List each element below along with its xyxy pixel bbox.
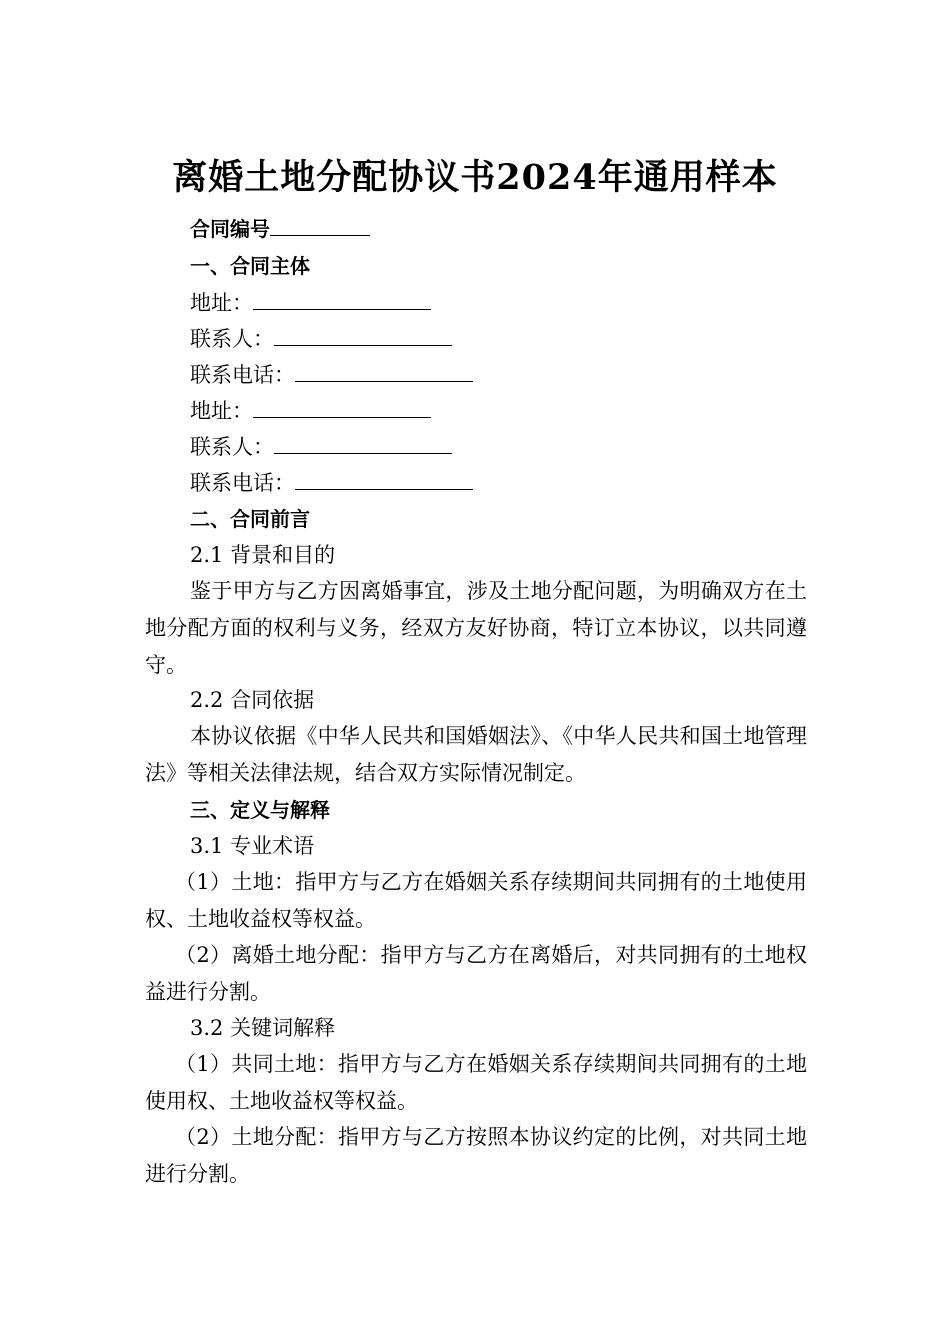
paragraph-background: 鉴于甲方与乙方因离婚事宜，涉及土地分配问题，为明确双方在土地分配方面的权利与义务，经双方友好协商，特订立本协议，以共同遵守。: [145, 579, 807, 677]
definition-item: （2）离婚土地分配：指甲方与乙方在离婚后，对共同拥有的土地权益进行分割。: [145, 943, 807, 1004]
contract-number-label: 合同编号: [190, 217, 270, 241]
party-a-phone-row: [190, 357, 807, 394]
definition-item: （2）土地分配：指甲方与乙方按照本协议约定的比例，对共同土地进行分割。: [145, 1125, 807, 1186]
paragraph-basis: 本协议依据《中华人民共和国婚姻法》、《中华人民共和国土地管理法》等相关法律法规，结合双方实际情况制定。: [145, 724, 807, 785]
field-label: 地址：: [190, 399, 253, 423]
section-1-heading: 一、合同主体: [190, 254, 310, 278]
phone-blank[interactable]: [295, 467, 473, 490]
section-3-heading: 三、定义与解释: [190, 798, 330, 822]
subsection-3-2: 3.2 关键词解释: [190, 1016, 336, 1040]
field-label: 联系电话：: [190, 363, 295, 387]
section-2-heading: 二、合同前言: [190, 507, 310, 531]
field-label: 联系人：: [190, 435, 274, 459]
subsection-3-1: 3.1 专业术语: [190, 834, 315, 858]
subsection-2-2: 2.2 合同依据: [190, 688, 315, 712]
party-b-contact-row: [190, 429, 807, 466]
contact-blank[interactable]: [274, 431, 452, 454]
field-label: 联系人：: [190, 327, 274, 351]
field-label: 地址：: [190, 291, 253, 315]
contract-number-line: [190, 211, 807, 248]
party-a-contact-row: [190, 321, 807, 358]
address-blank[interactable]: [253, 395, 431, 418]
document-title: 离婚土地分配协议书2024年通用样本: [172, 157, 778, 198]
subsection-2-1: 2.1 背景和目的: [190, 543, 336, 567]
party-b-address-row: [190, 393, 807, 430]
party-a-address-row: [190, 285, 807, 322]
definition-item: （1）共同土地：指甲方与乙方在婚姻关系存续期间共同拥有的土地使用权、土地收益权等权益。: [145, 1052, 807, 1113]
party-b-phone-row: [190, 465, 807, 502]
contract-number-blank[interactable]: [270, 213, 370, 236]
field-label: 联系电话：: [190, 471, 295, 495]
address-blank[interactable]: [253, 287, 431, 310]
phone-blank[interactable]: [295, 359, 473, 382]
definition-item: （1）土地：指甲方与乙方在婚姻关系存续期间共同拥有的土地使用权、土地收益权等权益。: [145, 870, 807, 931]
contact-blank[interactable]: [274, 323, 452, 346]
